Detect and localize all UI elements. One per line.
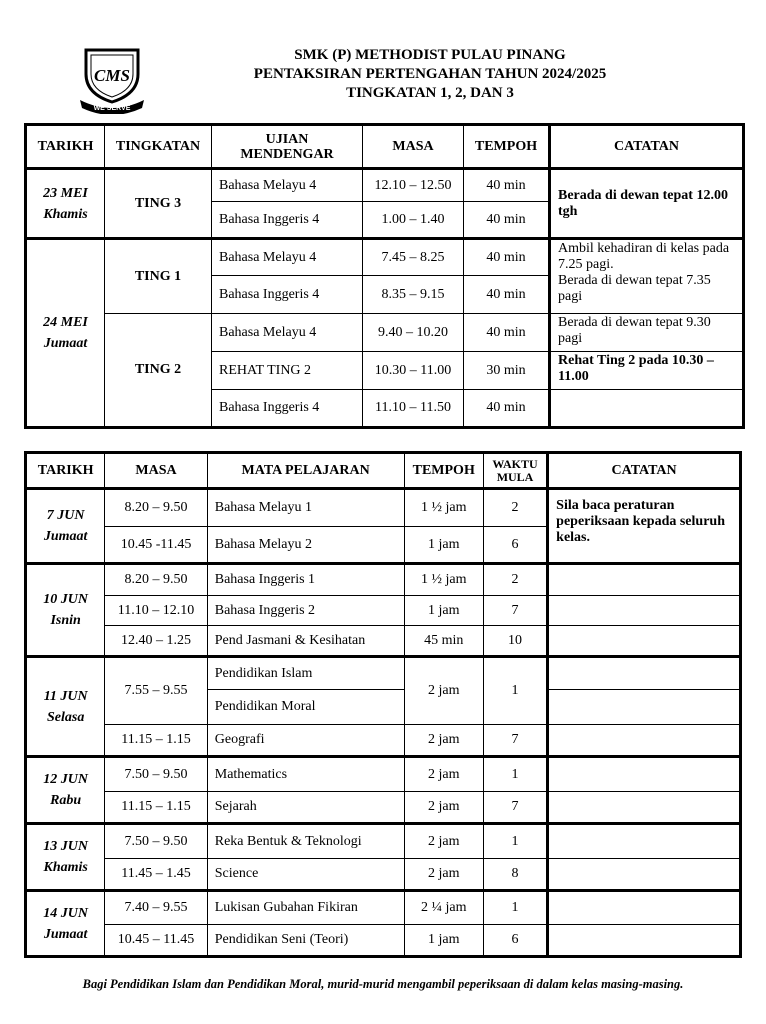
subject-cell: Reka Bentuk & Teknologi <box>207 824 404 859</box>
note-cell <box>548 824 741 859</box>
table-row <box>26 925 741 957</box>
school-crest-logo <box>76 44 148 114</box>
duration-cell: 40 min <box>464 202 550 239</box>
duration-cell: 1 jam <box>404 527 483 564</box>
col-header-tempoh: TEMPOH <box>464 125 550 169</box>
table-row <box>26 891 741 925</box>
crest-letters: CMS <box>94 66 130 85</box>
note-cell <box>548 757 741 792</box>
col-header-tarikh: TARIKH <box>26 453 105 489</box>
time-cell: 8.35 – 9.15 <box>363 276 464 314</box>
note-cell <box>548 859 741 891</box>
note-cell <box>548 925 741 957</box>
note-cell <box>548 891 741 925</box>
duration-cell: 40 min <box>464 169 550 202</box>
time-cell: 10.30 – 11.00 <box>363 352 464 390</box>
subject-cell: Mathematics <box>207 757 404 792</box>
col-header-waktu-mula: WAKTU MULA <box>483 453 547 489</box>
col-header-catatan: CATATAN <box>550 125 744 169</box>
note-cell: Berada di dewan tepat 9.30 pagi <box>550 314 744 352</box>
table-row <box>26 314 744 352</box>
subject-cell: Bahasa Inggeris 1 <box>207 564 404 596</box>
period-cell: 2 <box>483 489 547 527</box>
subject-cell: Lukisan Gubahan Fikiran <box>207 891 404 925</box>
subject-cell: Pendidikan Seni (Teori) <box>207 925 404 957</box>
form-cell: TING 2 <box>105 314 212 428</box>
assessment-title: PENTAKSIRAN PERTENGAHAN TAHUN 2024/2025 <box>253 66 607 82</box>
date-cell: 24 MEI Jumaat <box>26 239 105 428</box>
subject-cell: Pend Jasmani & Kesihatan <box>207 626 404 657</box>
table-row <box>26 626 741 657</box>
table-row <box>26 169 744 202</box>
duration-cell: 40 min <box>464 314 550 352</box>
note-cell <box>548 792 741 824</box>
note-cell <box>548 596 741 626</box>
duration-cell: 2 jam <box>404 792 483 824</box>
table-row <box>26 564 741 596</box>
col-header-ujian: UJIAN MENDENGAR <box>212 125 363 169</box>
time-cell: 11.15 – 1.15 <box>105 792 207 824</box>
duration-cell: 1 ½ jam <box>404 564 483 596</box>
time-cell: 10.45 -11.45 <box>105 527 207 564</box>
listening-test-table <box>24 123 745 429</box>
subject-cell: Bahasa Melayu 4 <box>212 169 363 202</box>
time-cell: 12.40 – 1.25 <box>105 626 207 657</box>
duration-cell: 2 jam <box>404 725 483 757</box>
duration-cell: 30 min <box>464 352 550 390</box>
time-cell: 1.00 – 1.40 <box>363 202 464 239</box>
table-row <box>26 596 741 626</box>
period-cell: 1 <box>483 824 547 859</box>
subject-cell: Bahasa Inggeris 4 <box>212 276 363 314</box>
time-cell: 8.20 – 9.50 <box>105 489 207 527</box>
date-cell: 10 JUN Isnin <box>26 564 105 657</box>
subject-cell: Bahasa Melayu 4 <box>212 239 363 276</box>
date-cell: 23 MEI Khamis <box>26 169 105 239</box>
form-cell: TING 3 <box>105 169 212 239</box>
time-cell: 7.50 – 9.50 <box>105 824 207 859</box>
period-cell: 7 <box>483 725 547 757</box>
time-cell: 11.45 – 1.45 <box>105 859 207 891</box>
col-header-tarikh: TARIKH <box>26 125 105 169</box>
col-header-catatan: CATATAN <box>548 453 741 489</box>
duration-cell: 40 min <box>464 390 550 428</box>
time-cell: 8.20 – 9.50 <box>105 564 207 596</box>
subject-cell: REHAT TING 2 <box>212 352 363 390</box>
form-cell: TING 1 <box>105 239 212 314</box>
time-cell: 7.50 – 9.50 <box>105 757 207 792</box>
table-row <box>26 657 741 690</box>
subject-cell: Bahasa Melayu 2 <box>207 527 404 564</box>
table-row <box>26 757 741 792</box>
note-cell <box>548 626 741 657</box>
note-cell: Berada di dewan tepat 12.00 tgh <box>550 169 744 239</box>
period-cell: 6 <box>483 527 547 564</box>
duration-cell: 2 jam <box>404 757 483 792</box>
crest-motto: WE SERVE <box>93 105 131 112</box>
duration-cell: 40 min <box>464 276 550 314</box>
footer-note: Bagi Pendidikan Islam dan Pendidikan Moral, murid-murid mengambil peperiksaan di dalam kelas masing-masing. <box>82 977 684 991</box>
note-cell <box>548 657 741 690</box>
school-name: SMK (P) METHODIST PULAU PINANG <box>294 47 566 63</box>
period-cell: 7 <box>483 792 547 824</box>
duration-cell: 40 min <box>464 239 550 276</box>
date-cell: 13 JUN Khamis <box>26 824 105 891</box>
table-header-row <box>26 453 741 489</box>
document-header <box>190 46 670 103</box>
subject-cell: Science <box>207 859 404 891</box>
duration-cell: 2 jam <box>404 859 483 891</box>
time-cell: 10.45 – 11.45 <box>105 925 207 957</box>
subject-cell: Sejarah <box>207 792 404 824</box>
time-cell: 11.10 – 11.50 <box>363 390 464 428</box>
period-cell: 8 <box>483 859 547 891</box>
time-cell: 11.15 – 1.15 <box>105 725 207 757</box>
note-cell <box>548 690 741 725</box>
col-header-mata-pelajaran: MATA PELAJARAN <box>207 453 404 489</box>
table-row <box>26 489 741 527</box>
period-cell: 1 <box>483 657 547 725</box>
date-cell: 7 JUN Jumaat <box>26 489 105 564</box>
subject-cell: Bahasa Inggeris 4 <box>212 390 363 428</box>
subject-cell: Bahasa Melayu 4 <box>212 314 363 352</box>
col-header-masa: MASA <box>105 453 207 489</box>
time-cell: 7.55 – 9.55 <box>105 657 207 725</box>
time-cell: 11.10 – 12.10 <box>105 596 207 626</box>
period-cell: 2 <box>483 564 547 596</box>
period-cell: 1 <box>483 891 547 925</box>
note-cell: Ambil kehadiran di kelas pada 7.25 pagi. Berada di dewan tepat 7.35 pagi <box>550 239 744 314</box>
duration-cell: 2 ¼ jam <box>404 891 483 925</box>
time-cell: 12.10 – 12.50 <box>363 169 464 202</box>
note-cell: Sila baca peraturan peperiksaan kepada seluruh kelas. <box>548 489 741 564</box>
duration-cell: 1 jam <box>404 925 483 957</box>
note-cell: Rehat Ting 2 pada 10.30 – 11.00 <box>550 352 744 390</box>
subject-cell: Bahasa Inggeris 2 <box>207 596 404 626</box>
time-cell: 7.40 – 9.55 <box>105 891 207 925</box>
duration-cell: 2 jam <box>404 824 483 859</box>
period-cell: 7 <box>483 596 547 626</box>
exam-schedule-table <box>24 451 742 958</box>
subject-cell: Bahasa Melayu 1 <box>207 489 404 527</box>
duration-cell: 1 jam <box>404 596 483 626</box>
subject-cell: Pendidikan Islam <box>207 657 404 690</box>
note-cell <box>548 725 741 757</box>
duration-cell: 2 jam <box>404 657 483 725</box>
period-cell: 1 <box>483 757 547 792</box>
col-header-tempoh: TEMPOH <box>404 453 483 489</box>
col-header-tingkatan: TINGKATAN <box>105 125 212 169</box>
period-cell: 10 <box>483 626 547 657</box>
period-cell: 6 <box>483 925 547 957</box>
forms-title: TINGKATAN 1, 2, DAN 3 <box>346 85 514 101</box>
table-row <box>26 725 741 757</box>
subject-cell: Pendidikan Moral <box>207 690 404 725</box>
col-header-masa: MASA <box>363 125 464 169</box>
table-header-row <box>26 125 744 169</box>
time-cell: 9.40 – 10.20 <box>363 314 464 352</box>
table-row <box>26 824 741 859</box>
note-cell <box>550 390 744 428</box>
date-cell: 12 JUN Rabu <box>26 757 105 824</box>
time-cell: 7.45 – 8.25 <box>363 239 464 276</box>
date-cell: 11 JUN Selasa <box>26 657 105 757</box>
subject-cell: Geografi <box>207 725 404 757</box>
note-cell <box>548 564 741 596</box>
date-cell: 14 JUN Jumaat <box>26 891 105 957</box>
table-row <box>26 239 744 276</box>
duration-cell: 1 ½ jam <box>404 489 483 527</box>
subject-cell: Bahasa Inggeris 4 <box>212 202 363 239</box>
table-row <box>26 859 741 891</box>
duration-cell: 45 min <box>404 626 483 657</box>
table-row <box>26 792 741 824</box>
